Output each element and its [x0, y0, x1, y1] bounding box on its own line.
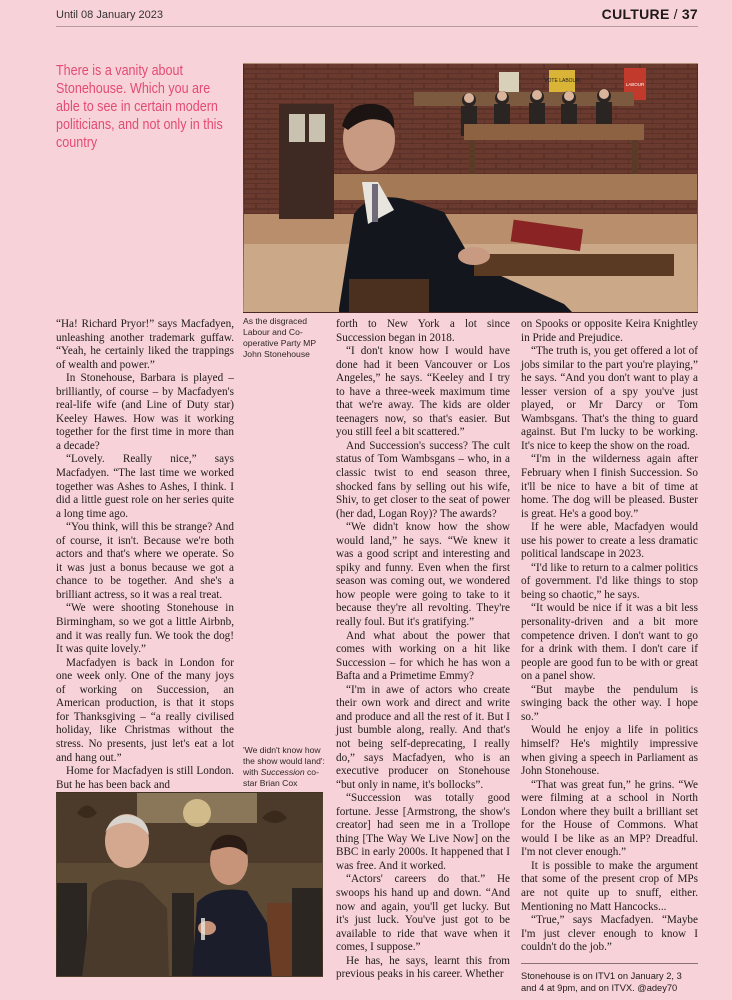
- article-column-2: [336, 318, 510, 982]
- poster-labour: LABOUR: [625, 82, 645, 87]
- broadcast-info-note: Stonehouse is on ITV1 on January 2, 3 and 4 at 9pm, and on ITVX. @adey70: [521, 963, 698, 994]
- col3-paragraph: “I'd like to return to a calmer politics of government. I'd like things to stop being so chaotic,” he says.: [521, 561, 698, 601]
- col1-paragraph: “Ha! Richard Pryor!” says Macfadyen, unleashing another trademark guffaw. “Yeah, he certainly liked the trappings of wealth and power.”: [56, 318, 234, 371]
- col3-paragraph: Would he enjoy a life in politics himself? He's mightily impressive when giving a speech in Parliament as John Stonehouse.: [521, 724, 698, 778]
- col2-paragraph: “I'm in awe of actors who create their own work and direct and write and produce and all the rest of it. But I just bumble along, really. And that's not being self-deprecating, I really do,” says Macfadyen, who is an executive producer on Stonehouse “but only in name, it's bollocks”.: [336, 683, 510, 791]
- col1-paragraph: Macfadyen is back in London for one week only. One of the many joys of working on Succession, an American production, is that it stops for Thanksgiving – “a really civilised holiday, like Christmas without the stress. No presents, just let's eat a lot and hang out.”: [56, 656, 234, 764]
- page-header: [56, 0, 698, 27]
- issue-date: Until 08 January 2023: [56, 9, 164, 21]
- photo-caption-succession: [243, 745, 331, 789]
- col2-paragraph: “Actors' careers do that.” He swoops his hand up and down. “And now and again, you'll get lucky. But it's just luck. You've just got to be available to ride that wave when it comes, I suppose.”: [336, 873, 510, 954]
- col3-paragraph: on Spooks or opposite Keira Knightley in Pride and Prejudice.: [521, 318, 698, 344]
- col3-paragraph: “That was great fun,” he grins. “We were filming at a school in North London where they built a brilliant set for the House of Commons. What would I be like as an MP? Dreadful. I'm not clever enough.”: [521, 778, 698, 859]
- col3-paragraph: “I'm in the wilderness again after February when I finish Succession. So it'll be nice to have a bit of time at home. The dog will be pleased. Buster is great. He's a good boy.”: [521, 453, 698, 520]
- section-name: CULTURE: [601, 6, 670, 22]
- col2-paragraph: “I don't know how I would have done had it been Vancouver or Los Angeles,” he says. “Keeley and I try to have a three-week maximum time that we're away. The kids are older teenagers now, so that's easier. But you still feel a bit scattered.”: [336, 345, 510, 439]
- caption-text-b: co-star Brian Cox: [243, 767, 319, 788]
- stonehouse-photo: [243, 63, 698, 313]
- col3-paragraph: “It would be nice if it was a bit less personality-driven and a bit more competence driven. I don't want to go for a drink with them. I don't care if people are good fun to be with or great on a panel show.: [521, 602, 698, 683]
- col2-paragraph: And Succession's success? The cult status of Tom Wambsgans – who, in a classic twist to end season three, shocked fans by selling out his wife, Shiv, to get closer to the seat of power (her dad, Logan Roy)? The awards?: [336, 439, 510, 520]
- col2-paragraph: And what about the power that comes with working on a hit like Succession – for which he has won a Bafta and a Primetime Emmy?: [336, 629, 510, 683]
- col1-paragraph: “You think, will this be strange? And of course, it isn't. Because we're both actors and that's where we operate. So it was just a bonus because we got a chance to be together. And she's a brilliant actress, so it was a real treat.: [56, 521, 234, 601]
- col2-paragraph: “Succession was totally good fortune. Jesse [Armstrong, the show's creator] had seen me in a Trollope thing [The Way We Live Now] on the BBC in early 2000s. It happened that I was free. And it worked.: [336, 792, 510, 872]
- section-separator: /: [673, 6, 678, 22]
- col3-paragraph: “But maybe the pendulum is swinging back the other way. I hope so.”: [521, 683, 698, 723]
- col2-paragraph: forth to New York a lot since Succession began in 2018.: [336, 318, 510, 344]
- col3-paragraph: If he were able, Macfadyen would use his power to create a less dramatic political landscape in 2023.: [521, 521, 698, 561]
- col3-paragraph: It is possible to make the argument that some of the present crop of MPs are not quite up to snuff, either. Mentioning no Matt Hancocks...: [521, 859, 698, 913]
- col1-paragraph: “We were shooting Stonehouse in Birmingham, so we got a little Airbnb, and it was really fun. We took the dog! It was quite lovely.”: [56, 602, 234, 656]
- col1-paragraph: In Stonehouse, Barbara is played – brilliantly, of course – by Macfadyen's real-life wife (and Line of Duty star) Keeley Hawes. How was it working together for the first time in more than a decade?: [56, 372, 234, 452]
- col1-paragraph: “Lovely. Really nice,” says Macfadyen. “The last time we worked together was Ashes to Ashes, I think. I did a little guest role on her series quite a long time ago.: [56, 453, 234, 520]
- col1-paragraph: Home for Macfadyen is still London. But he has been back and: [56, 765, 234, 791]
- page-number: 37: [681, 6, 698, 22]
- caption-show-title: Succession: [260, 767, 305, 777]
- photo-caption-stonehouse: As the disgraced Labour and Co-operative Party MP John Stonehouse: [243, 316, 316, 359]
- section-title: [602, 6, 698, 22]
- col2-paragraph: “We didn't know how the show would land,” he says. “We knew it was a good script and interesting and spiky and funny. Even when the first season was coming out, we wondered how people were going to take to it because they're all revolting. They're really foul. But it's gratifying.”: [336, 521, 510, 629]
- col3-paragraph: “True,” says Macfadyen. “Maybe I'm just clever enough to know I couldn't do the job.”: [521, 914, 698, 954]
- poster-vote-labour: VOTE LABOUR: [544, 78, 580, 84]
- succession-scene-illustration: [57, 793, 323, 977]
- stonehouse-scene-illustration: [244, 64, 698, 313]
- succession-photo: [56, 792, 323, 977]
- col2-paragraph: He has, he says, learnt this from previous peaks in his career. Whether: [336, 954, 510, 981]
- article-column-1: [56, 318, 234, 792]
- article-column-3: [521, 318, 698, 994]
- pull-quote: There is a vanity about Stonehouse. Which you are able to see in certain modern politicians, and not only in this country: [56, 63, 223, 151]
- col3-paragraph: “The truth is, you get offered a lot of jobs similar to the part you're playing,” he says. “And you don't want to play a lesser version of a spy you've just played, or Mr Darcy or Tom Wambsgans. That's the thing to guard against. But I'm lucky to be working. It's nice to keep the show on the road.: [521, 345, 698, 452]
- caption-text-a: 'We didn't know how the show would land': with: [243, 745, 325, 777]
